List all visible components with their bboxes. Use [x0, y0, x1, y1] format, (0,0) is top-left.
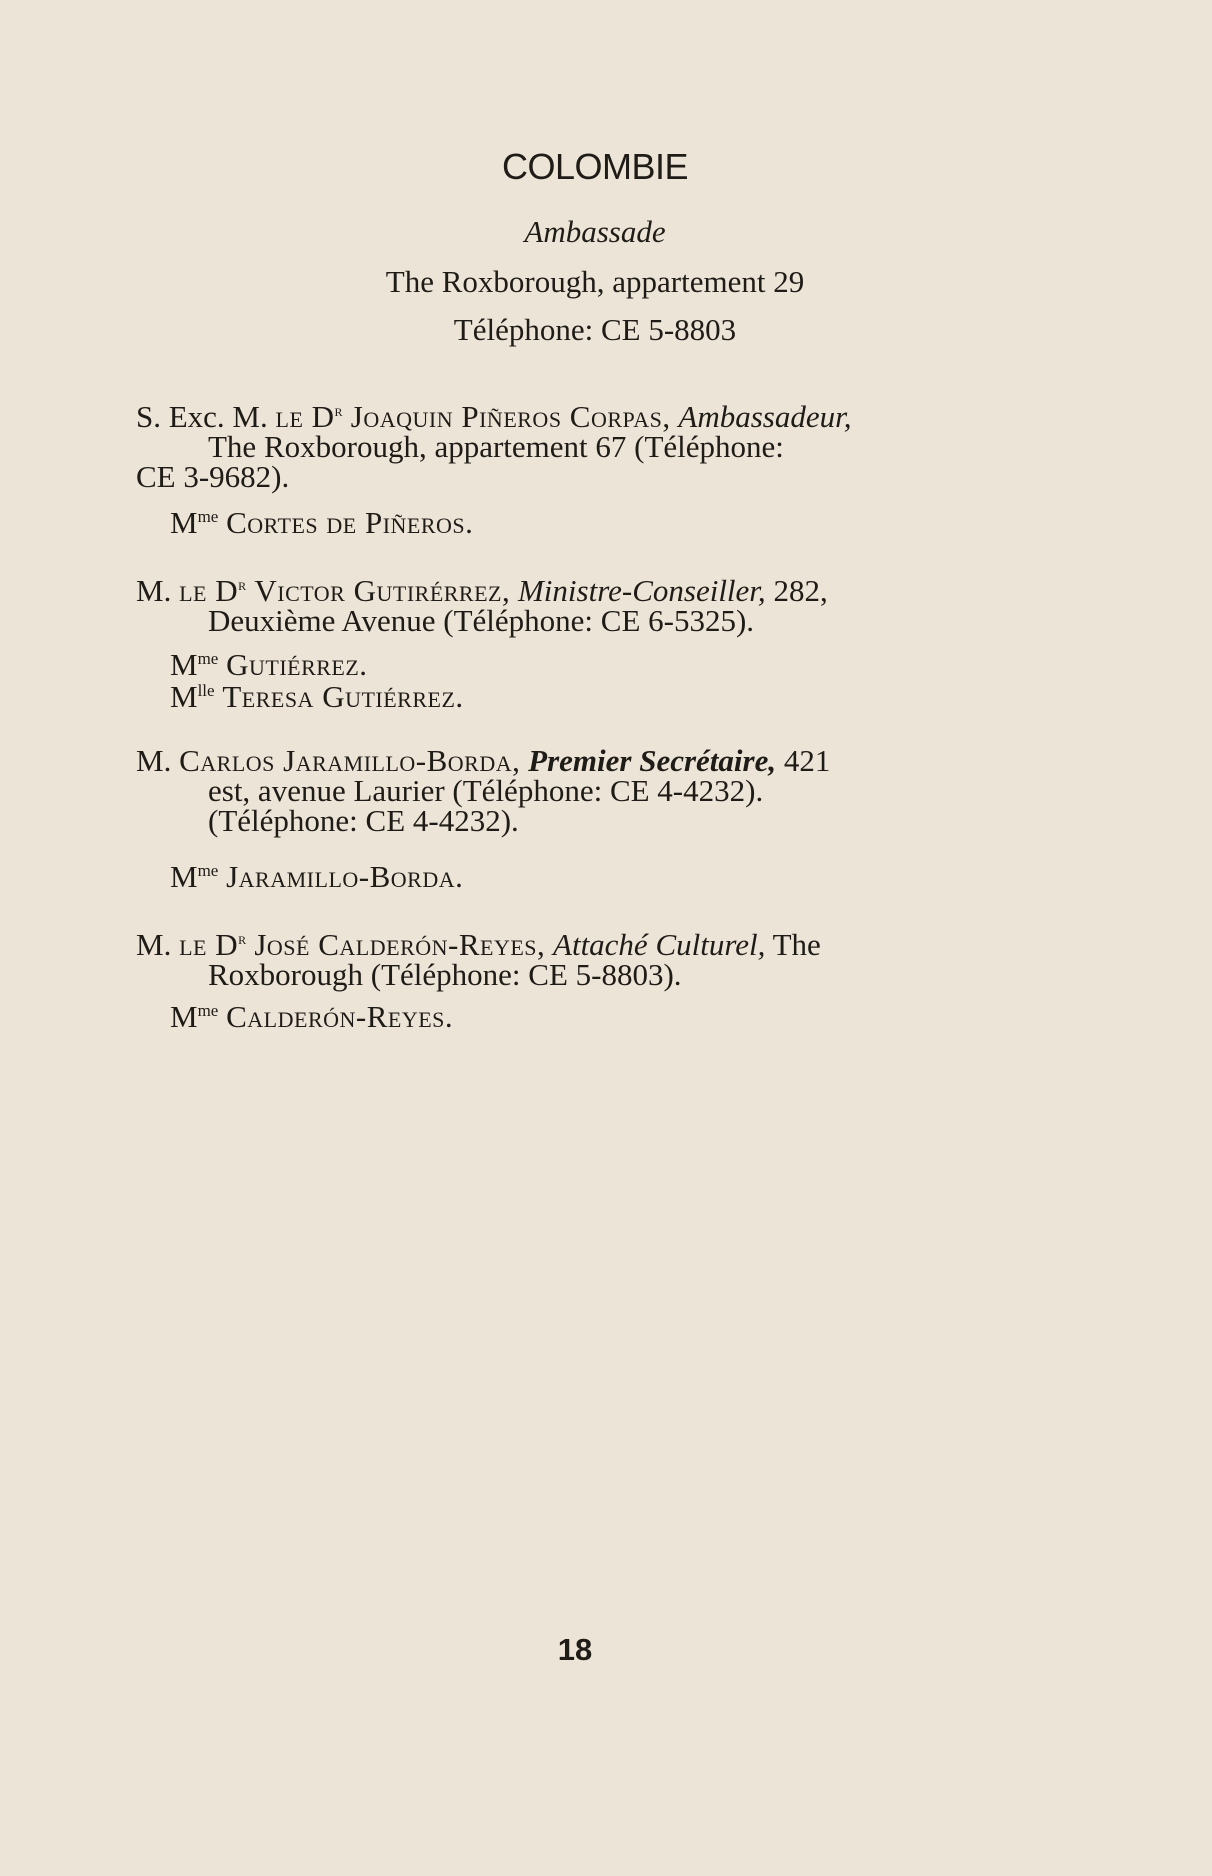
entry-address-line: est, avenue Laurier (Téléphone: CE 4-4232).	[208, 773, 764, 808]
spouse-name: Calderón-Reyes.	[226, 999, 454, 1034]
country-heading: COLOMBIE	[501, 146, 689, 187]
daughter-name: Teresa Gutiérrez.	[222, 679, 464, 714]
honorific-sup: r	[334, 401, 344, 420]
entry-tail: The	[772, 927, 821, 962]
spouse-sup: me	[197, 1001, 219, 1020]
entry-title: S. Exc. M.	[136, 399, 268, 434]
entry-name: Joaquin Piñeros Corpas,	[350, 399, 671, 434]
daughter-line	[170, 676, 464, 712]
entry-first-line	[136, 570, 1044, 606]
spouse-sup: me	[197, 649, 219, 668]
entry-role: Ministre-Conseiller,	[517, 573, 766, 608]
entry-title: M.	[136, 573, 172, 608]
mission-address: The Roxborough, appartement 29	[385, 264, 805, 299]
entry-first-line	[136, 924, 1044, 960]
entry-name: Victor Gutirérrez,	[254, 573, 511, 608]
spouse-prefix: M	[170, 859, 198, 894]
mission-type: Ambassade	[524, 214, 666, 249]
spouse-line	[170, 856, 463, 892]
honorific-text: le D	[275, 399, 335, 434]
spouse-line	[170, 996, 453, 1032]
entry-tail: 282,	[773, 573, 828, 608]
entry-role: Premier Secrétaire,	[528, 743, 777, 778]
entry-title: M.	[136, 927, 172, 962]
spouse-line	[170, 502, 473, 538]
diplomat-entry	[136, 396, 1044, 492]
spouse-name: Cortes de Piñeros.	[226, 505, 474, 540]
daughter-sup: lle	[197, 681, 215, 700]
entry-first-line	[136, 743, 1044, 778]
mission-telephone: Téléphone: CE 5-8803	[453, 312, 737, 347]
entry-address-line: The Roxborough, appartement 67 (Téléphone:	[208, 429, 784, 464]
spouse-name: Jaramillo-Borda.	[226, 859, 464, 894]
spouse-line	[170, 644, 368, 680]
daughter-prefix: M	[170, 679, 198, 714]
spouse-name: Gutiérrez.	[226, 647, 368, 682]
honorific-sup: r	[238, 929, 247, 948]
honorific-text: le D	[179, 927, 239, 962]
spouse-sup: me	[197, 861, 219, 880]
spouse-prefix: M	[170, 647, 198, 682]
entry-first-line	[136, 396, 1044, 432]
spouse-prefix: M	[170, 505, 198, 540]
entry-name: José Calderón-Reyes,	[254, 927, 546, 962]
honorific-sup: r	[238, 575, 247, 594]
entry-address-line: Roxborough (Téléphone: CE 5-8803).	[208, 957, 682, 992]
diplomat-entry	[136, 570, 1044, 636]
spouse-sup: me	[197, 507, 219, 526]
spouse-prefix: M	[170, 999, 198, 1034]
entry-name: Carlos Jaramillo-Borda,	[179, 743, 521, 778]
entry-phone-line: (Téléphone: CE 4-4232).	[208, 803, 519, 838]
page-number: 18	[557, 1632, 593, 1667]
entry-role: Attaché Culturel,	[553, 927, 766, 962]
entry-phone-line: CE 3-9682).	[136, 459, 290, 494]
entry-tail: 421	[783, 743, 831, 778]
honorific-text: le D	[179, 573, 239, 608]
diplomat-entry	[136, 743, 1044, 838]
diplomat-entry	[136, 924, 1044, 990]
entry-role: Ambassadeur,	[678, 399, 852, 434]
entry-address-line: Deuxième Avenue (Téléphone: CE 6-5325).	[208, 603, 755, 638]
entry-title: M.	[136, 743, 172, 778]
